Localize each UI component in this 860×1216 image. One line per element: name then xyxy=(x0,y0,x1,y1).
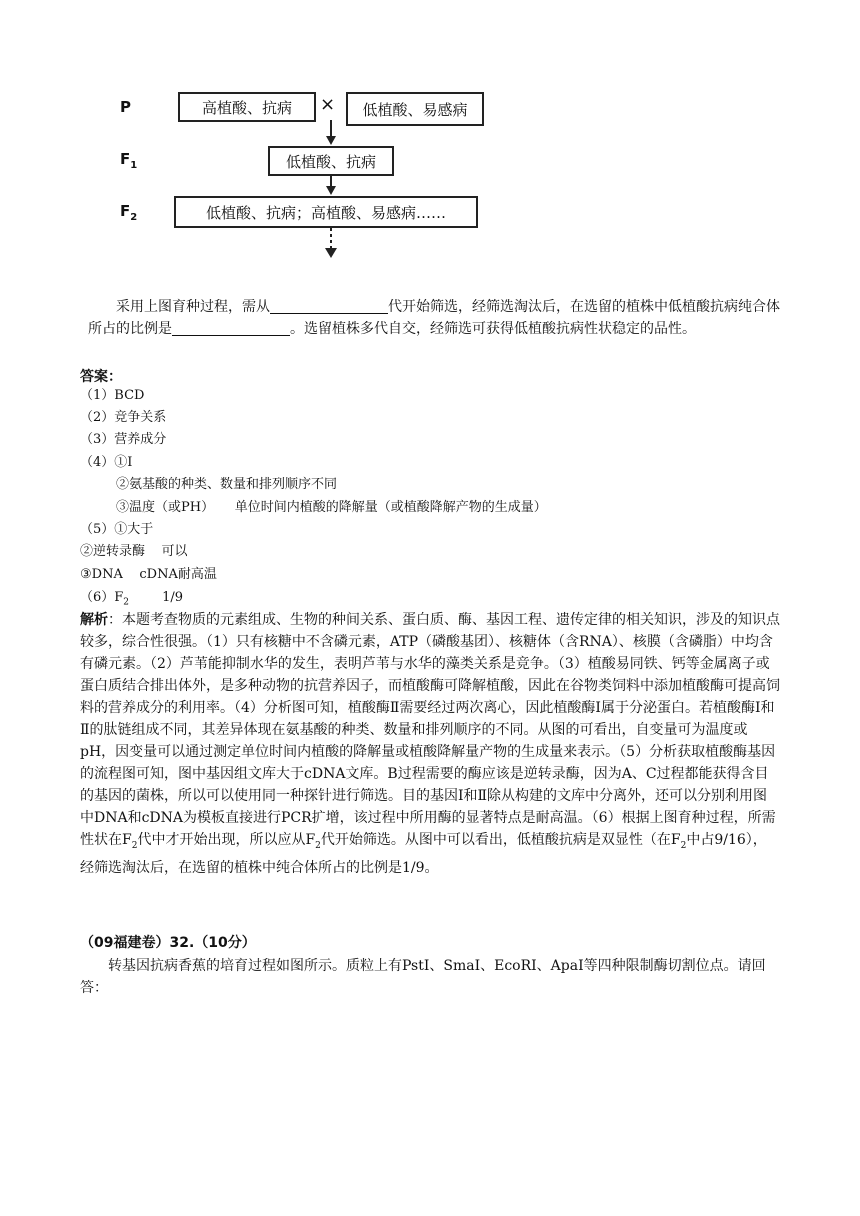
generation-f2-label: $F_2$ xyxy=(120,202,138,223)
f2-box: 低植酸、抗病；高植酸、易感病…… xyxy=(174,196,478,228)
question-paragraph: 采用上图育种过程，需从 代开始筛选，经筛选淘汰后，在选留的植株中低植酸抗病纯合体所占的比例是 。选留植株多代自交，经筛选可获得低植酸抗病性状稳定的品性。 xyxy=(88,299,780,337)
answer-line-5-3: ③DNA cDNA耐高温 xyxy=(80,567,217,582)
answer-line-4-3: ③温度（或PH） 单位时间内植酸的降解量（或植酸降解产物的生成量） xyxy=(116,500,547,515)
generation-p-label: P xyxy=(120,98,131,116)
answer-blank-1 xyxy=(270,299,388,314)
answer-line-2: （2）竞争关系 xyxy=(80,410,167,425)
answer-line-5-2: ②逆转录酶 可以 xyxy=(80,544,188,559)
answer-line-4: （4）①I xyxy=(80,455,133,470)
answer-line-5: （5）①大于 xyxy=(80,522,154,537)
parent-box-right: 低植酸、易感病 xyxy=(346,92,484,126)
answer-blank-2 xyxy=(172,321,290,336)
next-question-text: 转基因抗病香蕉的培育过程如图所示。质粒上有PstⅠ、SmaⅠ、EcoRⅠ、ApaⅠ等四种限制酶切割位点。请回答： xyxy=(80,958,766,996)
diagram-arrows xyxy=(110,80,510,270)
answers-title: 答案： xyxy=(80,369,122,385)
f1-box: 低植酸、抗病 xyxy=(268,146,394,176)
generation-f1-label: $F_1$ xyxy=(120,150,138,171)
analysis-paragraph: 解析：本题考查物质的元素组成、生物的种间关系、蛋白质、酶、基因工程、遗传定律的相关知识，涉及的知识点较多，综合性很强。（1）只有核糖中不含磷元素，ATP（磷酸基团）、核糖体（含RNA）、核膜（含磷脂）中均含有磷元素。（2）芦苇能抑制水华的发生，表明芦苇与水华的藻类关系是竞争。（3）植酸易同铁、钙等金属离子或蛋白质结合排出体外，是多种动物的抗营养因子，而植酸酶可降解植酸，因此在谷物类饲料中添加植酸酶可提高饲料的营养成分的利用率。（4）分析图可知，植酸酶Ⅱ需要经过两次离心，因此植酸酶Ⅰ属于分泌蛋白。若植酸酶Ⅰ和Ⅱ的肽链组成不同，其差异体现在氨基酸的种类、数量和排列顺序的不同。从图的可看出，自变量可为温度或pH，因变量可以通过测定单位时间内植酸的降解量或植酸降解量产物的生成量来表示。（5）分析获取植酸酶基因的流程图可知，图中基因组文库大于cDNA文库。B过程需要的酶应该是逆转录酶，因为A、C过程都能获得含目的基因的菌株，所以可以使用同一种探针进行筛选。目的基因Ⅰ和Ⅱ除从构建的文库中分离外，还可以分别利用图中DNA和cDNA为模板直接进行PCR扩增，该过程中所用酶的显著特点是耐高温。（6）根据上图育种过程，所需性状在$F_2$代中才开始出现，所以应从$F_2$代开始筛选。从图中可以看出，低植酸抗病是双显性（在$F_2$中占9/16），经筛选淘汰后，在选留的植株中纯合体所占的比例是1/9。 xyxy=(80,612,780,876)
breeding-diagram xyxy=(110,80,510,270)
next-question-heading: （09福建卷）32.（10分） xyxy=(80,935,256,951)
cross-symbol: × xyxy=(320,94,336,115)
answer-line-4-2: ②氨基酸的种类、数量和排列顺序不同 xyxy=(116,477,338,492)
answer-line-1: （1）BCD xyxy=(80,388,145,403)
analysis-label: 解析 xyxy=(80,612,108,628)
answer-line-3: （3）营养成分 xyxy=(80,432,167,447)
parent-box-left: 高植酸、抗病 xyxy=(178,92,316,122)
answer-line-6: $(6)F_2$ 1/9 xyxy=(80,590,184,608)
